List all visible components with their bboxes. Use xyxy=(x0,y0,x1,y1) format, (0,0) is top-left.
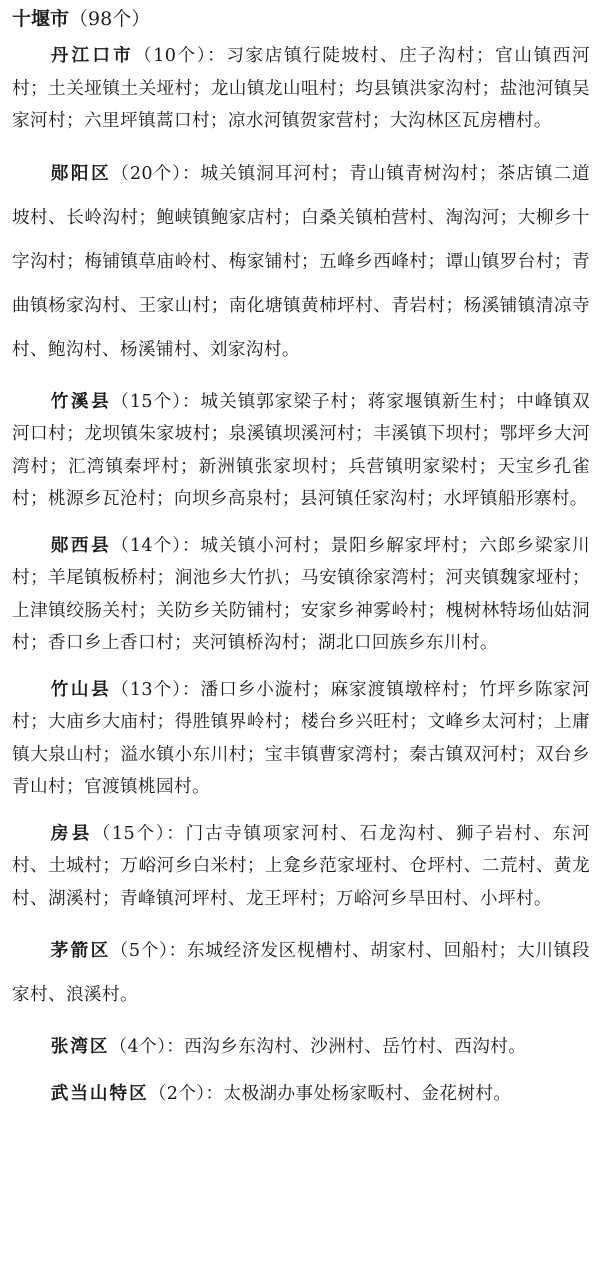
district-name: 房县 xyxy=(50,823,93,844)
district-count: （15个）： xyxy=(92,823,186,844)
district-count: （20个）： xyxy=(111,163,201,184)
section-danjiangkou xyxy=(12,40,590,138)
district-villages: 城关镇小河村；景阳乡解家坪村；六郎乡梁家川村；羊尾镇板桥村；涧池乡大竹扒；马安镇徐家湾村；河夹镇魏家垭村；上津镇绞肠关村；关防乡关防铺村；安家乡神雾岭村；槐树林特场仙姑洞村；香口乡上香口村；夹河镇桥沟村；湖北口回族乡东川村。 xyxy=(12,535,590,653)
document-heading xyxy=(12,6,590,32)
district-villages: 习家店镇行陡坡村、庄子沟村；官山镇西河村；土关垭镇土关垭村；龙山镇龙山咀村；均县镇洪家沟村；盐池河镇吴家河村；六里坪镇蒿口村；凉水河镇贺家营村；大沟林区瓦房槽村。 xyxy=(12,46,590,131)
district-villages: 门古寺镇项家河村、石龙沟村、狮子岩村、东河村、土城村；万峪河乡白米村；上龛乡范家垭村、仓坪村、二荒村、黄龙村、湖溪村；青峰镇河坪村、龙王坪村；万峪河乡旱田村、小坪村。 xyxy=(12,823,590,909)
district-name: 郧阳区 xyxy=(50,163,112,184)
district-name: 竹山县 xyxy=(50,679,112,700)
district-count: （5个）： xyxy=(110,941,187,961)
section-yunxi xyxy=(12,530,590,660)
section-zhangwan xyxy=(12,1031,590,1064)
district-count: （4个）： xyxy=(109,1037,185,1057)
section-yunyang xyxy=(12,152,590,372)
district-count: （15个）： xyxy=(111,391,201,412)
district-count: （2个）： xyxy=(148,1083,224,1104)
district-villages: 城关镇洞耳河村；青山镇青树沟村；茶店镇二道坡村、长岭沟村；鲍峡镇鲍家店村；白桑关镇柏营村、淘沟河；大柳乡十字沟村；梅铺镇草庙岭村、梅家铺村；五峰乡西峰村；谭山镇罗台村；青曲镇杨家沟村、王家山村；南化塘镇黄柿坪村、青岩村；杨溪铺镇清凉寺村、鲍沟村、杨溪铺村、刘家沟村。 xyxy=(12,163,590,360)
city-name: 十堰市 xyxy=(12,8,70,30)
section-wudangshan xyxy=(12,1078,590,1111)
district-count: （14个）： xyxy=(111,535,201,556)
section-fangxian xyxy=(12,818,590,916)
district-name: 武当山特区 xyxy=(50,1083,149,1104)
district-villages: 城关镇郭家梁子村；蒋家堰镇新生村；中峰镇双河口村；龙坝镇朱家坡村；泉溪镇坝溪河村；丰溪镇下坝村；鄂坪乡大河湾村；汇湾镇秦坪村；新洲镇张家坝村；兵营镇明家梁村；天宝乡孔雀村；桃源乡瓦沧村；向坝乡高泉村；县河镇任家沟村；水坪镇船形寨村。 xyxy=(12,391,590,509)
district-name: 丹江口市 xyxy=(50,46,134,66)
district-name: 张湾区 xyxy=(50,1037,110,1057)
district-name: 郧西县 xyxy=(50,535,112,556)
district-count: （10个）： xyxy=(133,46,227,66)
district-villages: 西沟乡东沟村、沙洲村、岳竹村、西沟村。 xyxy=(184,1037,527,1057)
city-count: （98个） xyxy=(69,8,151,30)
district-villages: 太极湖办事处杨家畈村、金花树村。 xyxy=(223,1083,512,1104)
section-zhushan xyxy=(12,674,590,804)
section-maojian xyxy=(12,929,590,1017)
district-villages: 东城经济发区枧槽村、胡家村、回船村；大川镇段家村、浪溪村。 xyxy=(12,941,590,1005)
district-count: （13个）： xyxy=(111,679,201,700)
district-name: 竹溪县 xyxy=(50,391,112,412)
section-zhuxi xyxy=(12,386,590,516)
district-name: 茅箭区 xyxy=(50,941,111,961)
district-villages: 潘口乡小漩村；麻家渡镇墩梓村；竹坪乡陈家河村；大庙乡大庙村；得胜镇界岭村；楼台乡兴旺村；文峰乡太河村；上庸镇大泉山村；溢水镇小东川村；宝丰镇曹家湾村；秦古镇双河村；双台乡青山村；官渡镇桃园村。 xyxy=(12,679,590,797)
